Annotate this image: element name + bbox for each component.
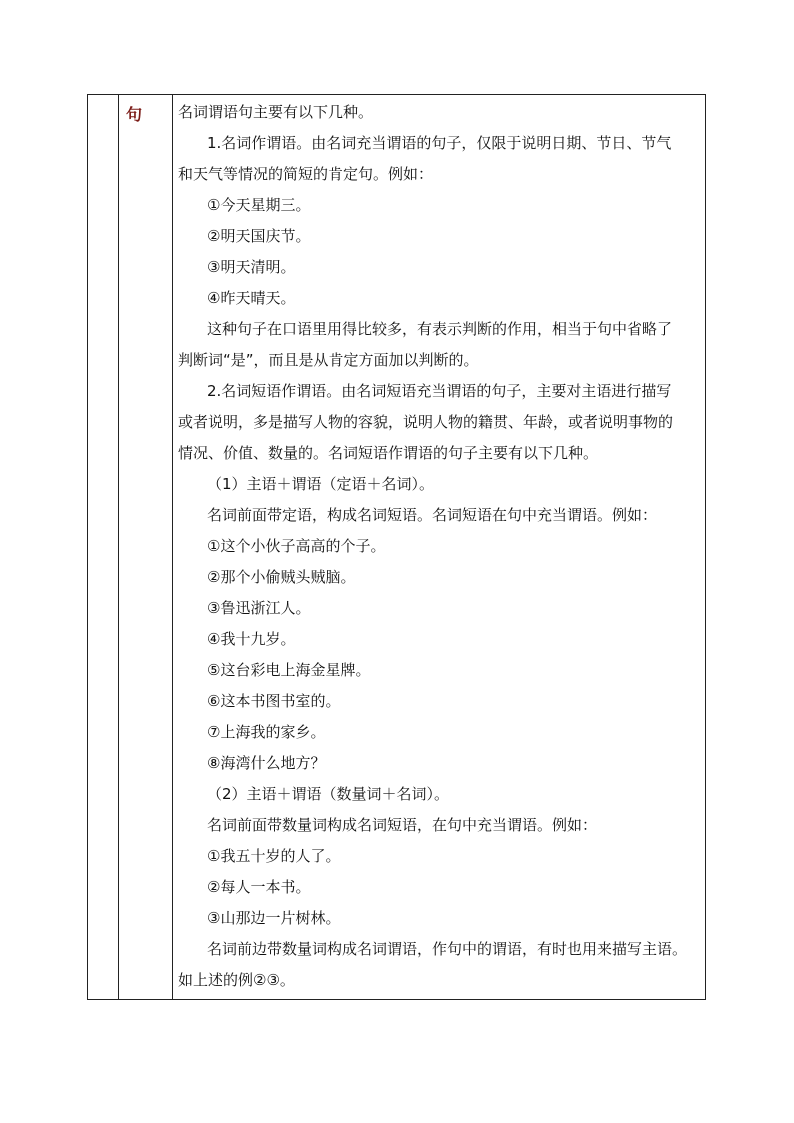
text-line: ②每人一本书。 [207,878,311,896]
text-line: 判断词“是”，而且是从肯定方面加以判断的。 [178,351,479,369]
text-line: ③山那边一片树林。 [207,909,341,927]
text-line: 1.名词作谓语。由名词充当谓语的句子，仅限于说明日期、节日、节气 [207,134,672,152]
text-line: ①今天星期三。 [207,196,311,214]
text-line: 或者说明，多是描写人物的容貌，说明人物的籍贯、年龄，或者说明事物的 [178,413,674,431]
text-line: ⑦上海我的家乡。 [207,723,326,741]
text-line: （2）主语＋谓语（数量词＋名词）。 [207,785,450,803]
text-line: 2.名词短语作谓语。由名词短语充当谓语的句子，主要对主语进行描写 [207,382,672,400]
text-line: 情况、价值、数量的。名词短语作谓语的句子主要有以下几种。 [178,444,599,462]
text-line: 名词谓语句主要有以下几种。 [178,103,374,121]
text-line: ⑥这本书图书室的。 [207,692,341,710]
text-line: ④昨天晴天。 [207,289,296,307]
content-cell [176,97,701,996]
section-label: 句 [126,105,143,124]
text-line: ①我五十岁的人了。 [207,847,341,865]
text-line: 名词前面带定语，构成名词短语。名词短语在句中充当谓语。例如： [207,506,658,524]
column-divider-1 [118,95,119,999]
text-line: ②那个小偷贼头贼脑。 [207,568,356,586]
column-divider-2 [172,95,173,999]
text-line: 和天气等情况的简短的肯定句。例如： [178,165,434,183]
text-line: ⑤这台彩电上海金星牌。 [207,661,371,679]
text-line: ③鲁迅浙江人。 [207,599,311,617]
document-table [87,94,706,1000]
text-line: （1）主语＋谓语（定语＋名词）。 [207,475,435,493]
text-line: ④我十九岁。 [207,630,296,648]
text-line: ①这个小伙子高高的个子。 [207,537,386,555]
text-line: ③明天清明。 [207,258,296,276]
text-line: ⑧海湾什么地方？ [207,754,326,772]
text-line: 名词前面带数量词构成名词短语，在句中充当谓语。例如： [207,816,598,834]
text-line: 名词前边带数量词构成名词谓语，作句中的谓语，有时也用来描写主语。 [207,940,688,958]
text-line: 如上述的例②③。 [178,971,295,989]
text-line: ②明天国庆节。 [207,227,311,245]
text-line: 这种句子在口语里用得比较多，有表示判断的作用，相当于句中省略了 [207,320,673,338]
